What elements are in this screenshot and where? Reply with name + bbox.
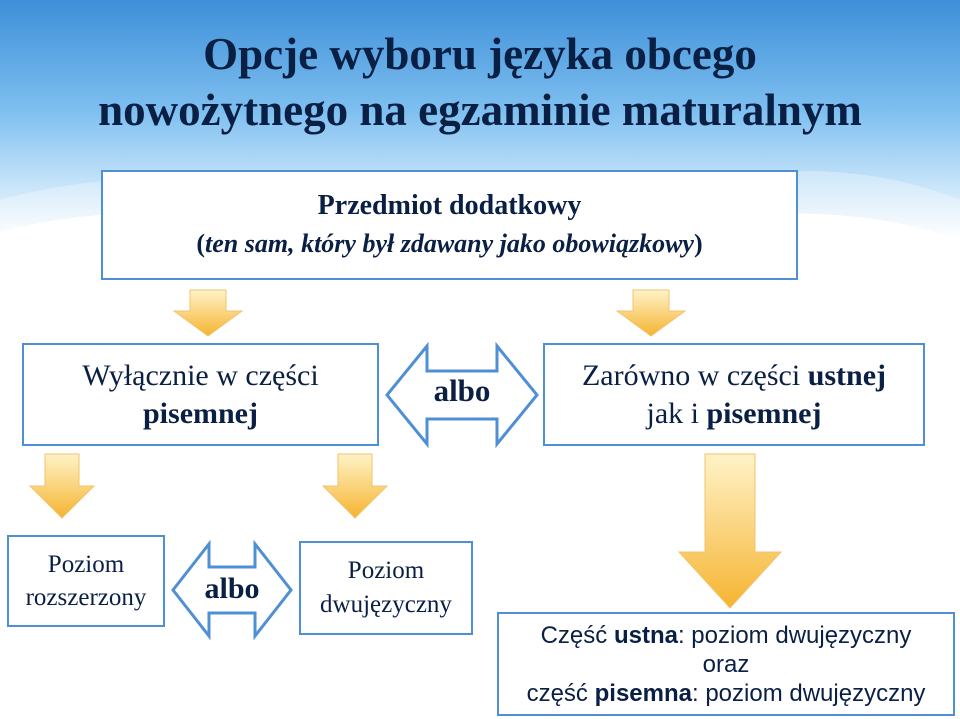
- written-only-box: [22, 343, 379, 446]
- large-down-arrow-icon: [678, 453, 782, 609]
- down-arrow-icon: [29, 453, 95, 519]
- written-label: pisemnej: [706, 396, 822, 430]
- bottom-line-1-prefix: Część: [540, 621, 608, 649]
- extended-level-box: [7, 535, 165, 627]
- down-arrow-icon: [322, 453, 388, 519]
- down-arrow-icon: [616, 289, 686, 337]
- middle-connector-label: albo: [433, 373, 491, 408]
- paren-close: ): [693, 229, 703, 258]
- oral-written-bilingual-box: [497, 612, 955, 716]
- oral-and-written-line-2: [647, 395, 822, 433]
- bilingual-level-line-1: Poziom: [347, 557, 425, 584]
- extended-level-line-1: Poziom: [47, 551, 125, 578]
- additional-subject-box: [101, 170, 798, 280]
- additional-subject-note-text: ten sam, który był zdawany jako obowiązkowy: [205, 229, 694, 258]
- bottom-line-3-prefix: część: [526, 679, 588, 707]
- bottom-line-2: oraz: [702, 650, 750, 678]
- level-connector-label: albo: [204, 572, 260, 605]
- oral-and-written-line-2-text: jak i: [646, 396, 699, 430]
- bottom-oral-label: ustna: [613, 621, 678, 649]
- bottom-line-3: [527, 679, 926, 708]
- extended-level-line-2: rozszerzony: [25, 584, 147, 611]
- bottom-line-1-suffix: : poziom dwujęzyczny: [677, 621, 912, 649]
- additional-subject-note: [196, 225, 702, 263]
- title-line-1: Opcje wyboru języka obcego: [203, 29, 757, 79]
- oral-label: ustnej: [807, 358, 887, 392]
- oral-and-written-box: [543, 343, 925, 446]
- paren-open: (: [196, 229, 206, 258]
- bilingual-level-box: [299, 541, 473, 635]
- oral-and-written-line-1-text: Zarówno w części: [581, 358, 801, 392]
- down-arrow-icon: [173, 289, 243, 337]
- bottom-line-3-suffix: : poziom dwujęzyczny: [691, 679, 926, 707]
- bilingual-level-line-2: dwujęzyczny: [320, 591, 452, 618]
- bottom-line-1: [541, 621, 912, 650]
- additional-subject-heading: Przedmiot dodatkowy: [317, 190, 582, 221]
- title-line-2: nowożytnego na egzaminie maturalnym: [98, 85, 862, 135]
- oral-and-written-line-1: [582, 357, 886, 395]
- bottom-written-label: pisemna: [594, 679, 692, 707]
- written-only-line-2: pisemnej: [143, 396, 258, 430]
- page-title: [0, 26, 960, 138]
- written-only-line-1: Wyłącznie w części: [82, 358, 319, 392]
